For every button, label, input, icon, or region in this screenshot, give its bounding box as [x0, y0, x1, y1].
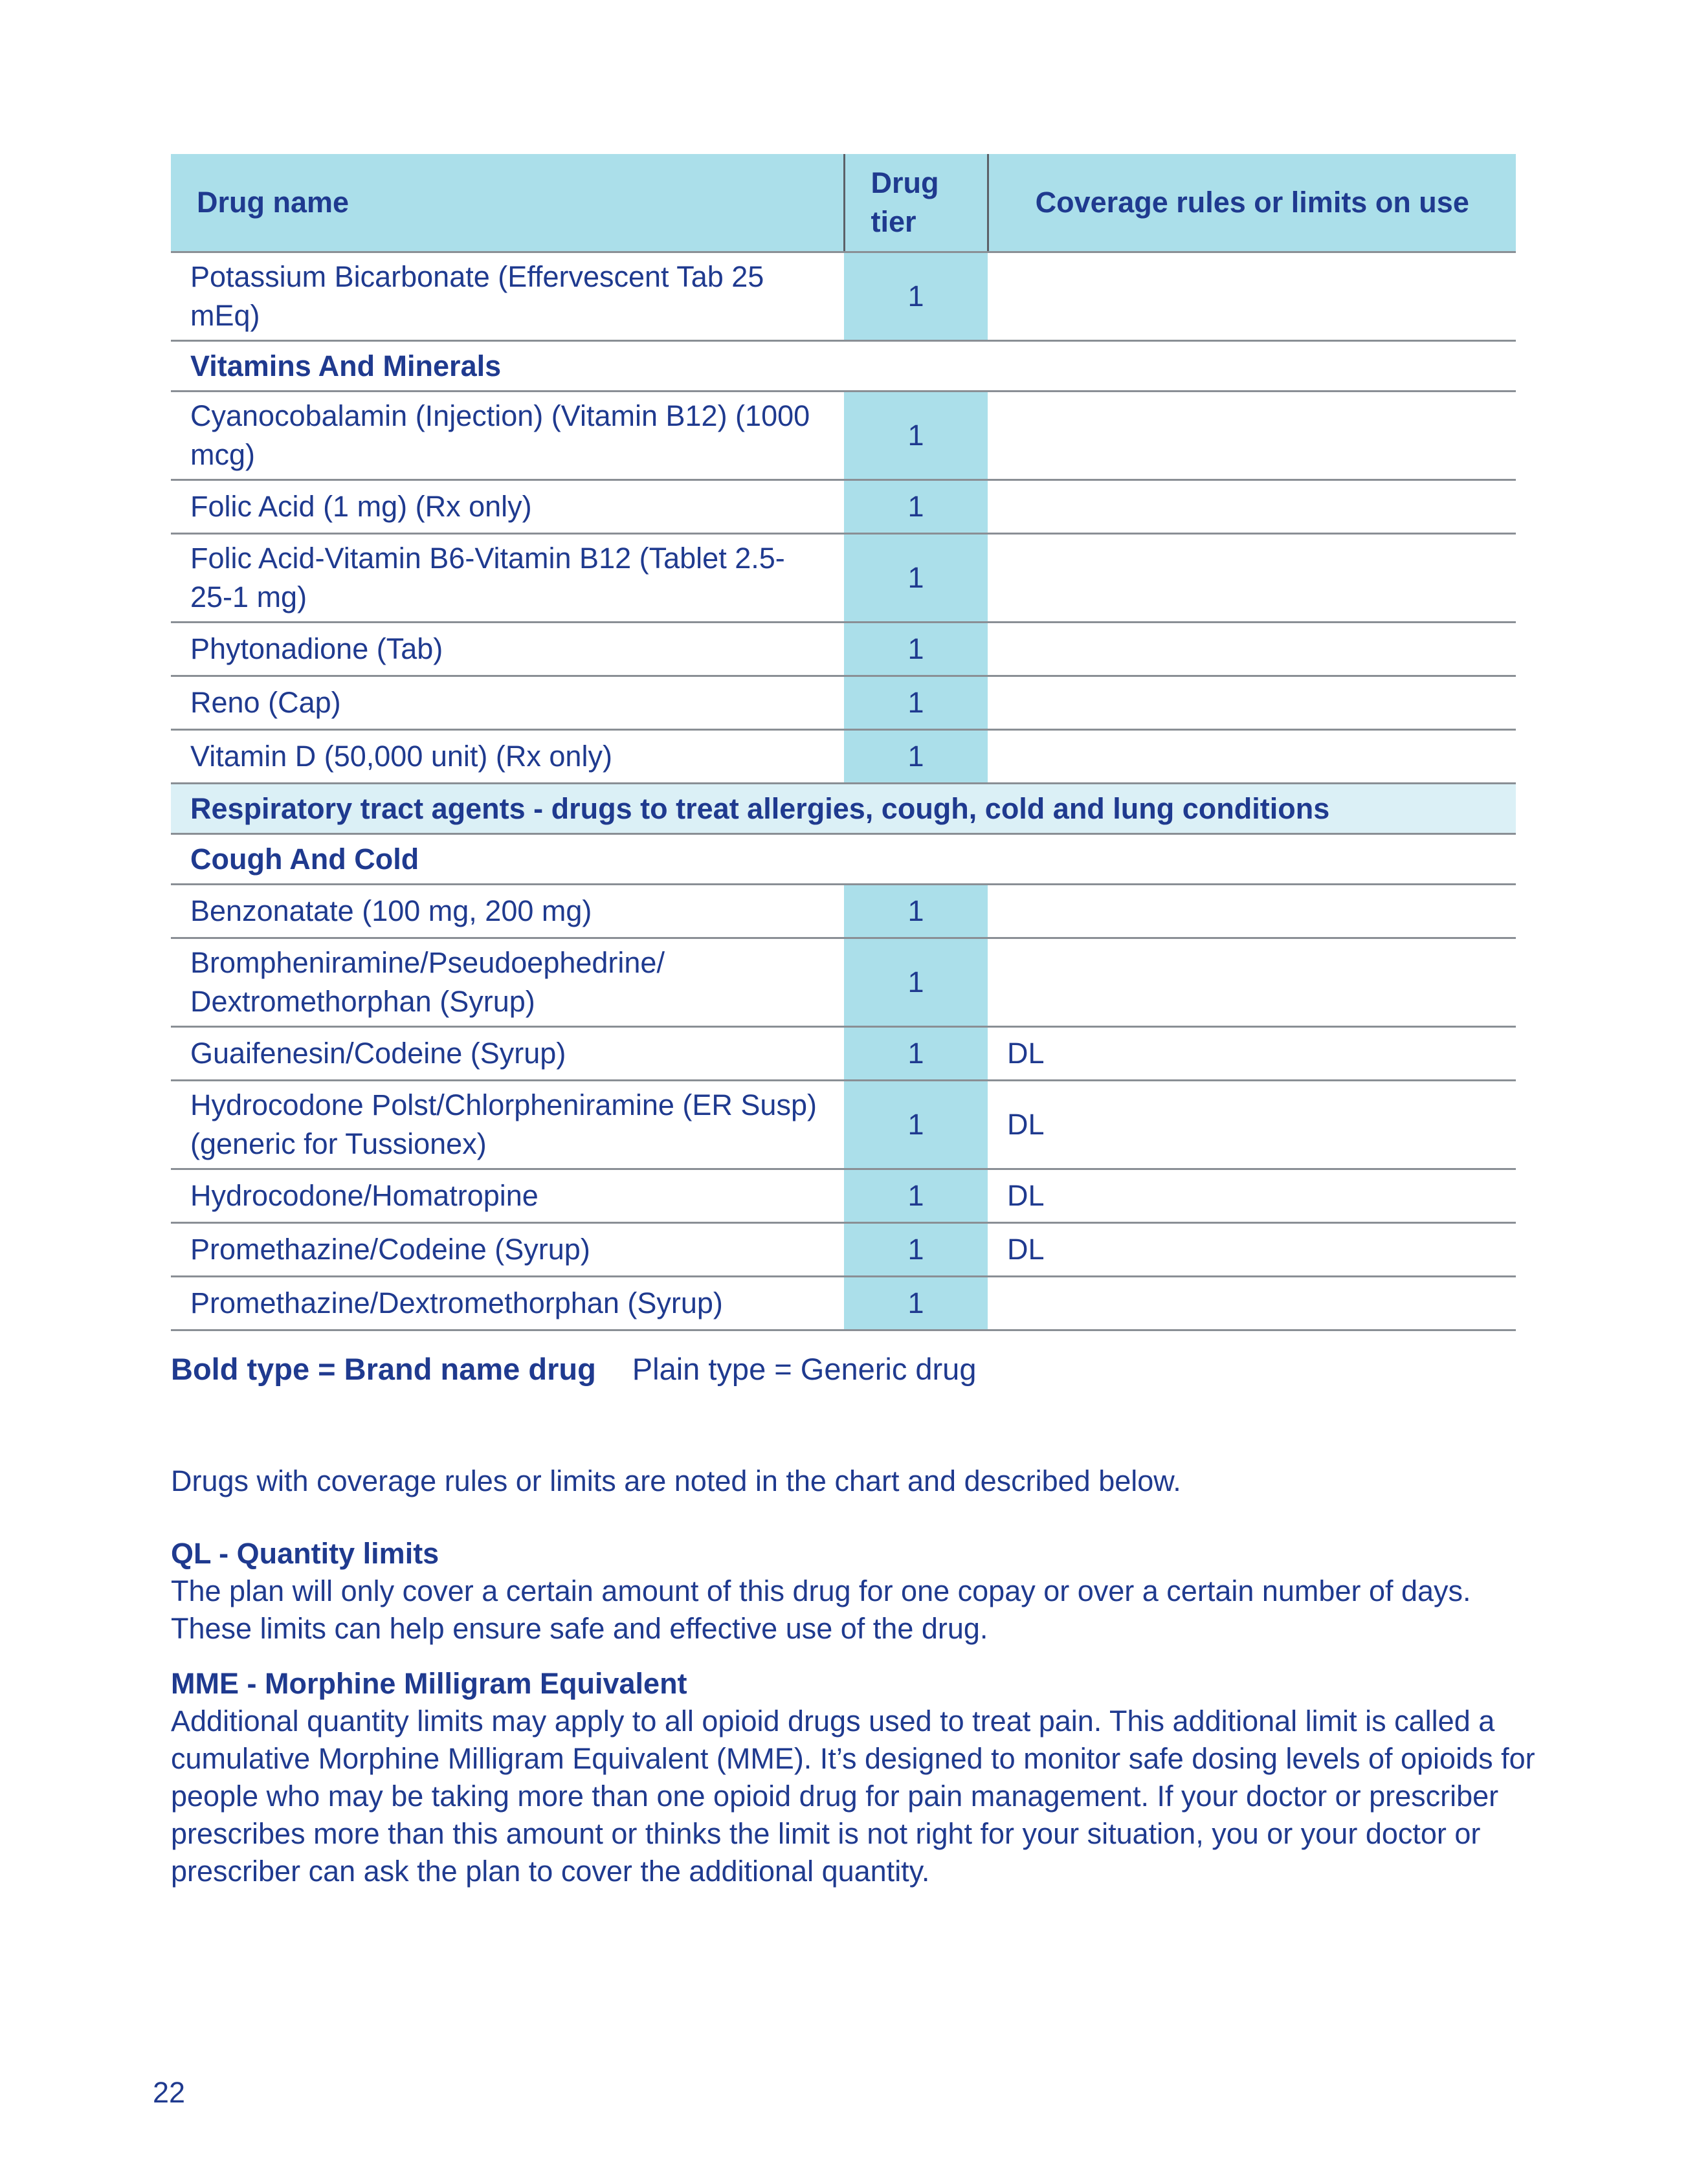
table-row — [171, 885, 1516, 938]
subcategory-row — [171, 834, 1516, 885]
drug-name: Brompheniramine/Pseudoephedrine/ Dextromethorphan (Syrup) — [171, 938, 844, 1027]
table-row — [171, 1081, 1516, 1169]
table-row — [171, 534, 1516, 623]
drug-name: Promethazine/Codeine (Syrup) — [171, 1223, 844, 1277]
legend-brand: Bold type = Brand name drug — [171, 1352, 596, 1386]
header-coverage-rules: Coverage rules or limits on use — [988, 154, 1516, 252]
coverage-rules — [988, 392, 1516, 480]
table-row — [171, 1169, 1516, 1223]
subcategory-row — [171, 341, 1516, 392]
drug-tier: 1 — [844, 676, 988, 730]
drug-name: Benzonatate (100 mg, 200 mg) — [171, 885, 844, 938]
drug-tier: 1 — [844, 1169, 988, 1223]
drug-tier: 1 — [844, 252, 988, 341]
drug-tier: 1 — [844, 938, 988, 1027]
table-row — [171, 1277, 1516, 1330]
subcategory-label: Vitamins And Minerals — [171, 341, 1516, 392]
coverage-rules: DL — [988, 1169, 1516, 1223]
notes-intro: Drugs with coverage rules or limits are noted in the chart and described below. — [171, 1464, 1181, 1497]
coverage-rules — [988, 1277, 1516, 1330]
coverage-rules — [988, 730, 1516, 784]
coverage-rules: DL — [988, 1223, 1516, 1277]
coverage-rules — [988, 534, 1516, 623]
page-number: 22 — [153, 2076, 186, 2109]
subcategory-label: Cough And Cold — [171, 834, 1516, 885]
coverage-rules — [988, 676, 1516, 730]
header-drug-tier: Drug tier — [844, 154, 988, 252]
coverage-rules — [988, 252, 1516, 341]
drug-tier: 1 — [844, 623, 988, 676]
drug-name: Folic Acid-Vitamin B6-Vitamin B12 (Tablet 2.5-25-1 mg) — [171, 534, 844, 623]
coverage-rules — [988, 938, 1516, 1027]
drug-name: Hydrocodone/Homatropine — [171, 1169, 844, 1223]
table-row — [171, 1223, 1516, 1277]
drug-name: Phytonadione (Tab) — [171, 623, 844, 676]
ql-title: QL - Quantity limits — [171, 1537, 439, 1570]
legend-generic: Plain type = Generic drug — [632, 1352, 977, 1386]
drug-tier: 1 — [844, 1277, 988, 1330]
drug-name: Potassium Bicarbonate (Effervescent Tab 25 mEq) — [171, 252, 844, 341]
category-label: Respiratory tract agents - drugs to treat allergies, cough, cold and lung conditions — [171, 784, 1516, 834]
drug-name: Folic Acid (1 mg) (Rx only) — [171, 480, 844, 534]
table-row — [171, 480, 1516, 534]
header-drug-name: Drug name — [171, 154, 844, 252]
coverage-rules: DL — [988, 1081, 1516, 1169]
coverage-rules — [988, 885, 1516, 938]
mme-title: MME - Morphine Milligram Equivalent — [171, 1667, 687, 1700]
category-row — [171, 784, 1516, 834]
ql-text: The plan will only cover a certain amount of this drug for one copay or over a certain number of days. These limits can help ensure safe and effective use of the drug. — [171, 1574, 1471, 1645]
drug-name: Guaifenesin/Codeine (Syrup) — [171, 1027, 844, 1081]
ql-section — [171, 1535, 1543, 1648]
type-legend — [171, 1350, 976, 1389]
drug-tier: 1 — [844, 392, 988, 480]
drug-tier: 1 — [844, 480, 988, 534]
coverage-rules — [988, 480, 1516, 534]
mme-text: Additional quantity limits may apply to all opioid drugs used to treat pain. This additional limit is called a cumulative Morphine Milligram Equivalent (MME). It’s designed to monitor safe dosing levels of opioids for people who may be taking more than one opioid drug for pain management. If your doctor or prescriber prescribes more than this amount or thinks the limit is not right for your situation, you or your doctor or prescriber can ask the plan to cover the additional quantity. — [171, 1704, 1535, 1888]
table-header — [171, 154, 1516, 252]
table-row — [171, 252, 1516, 341]
drug-tier: 1 — [844, 730, 988, 784]
drug-name: Hydrocodone Polst/Chlorpheniramine (ER Susp) (generic for Tussionex) — [171, 1081, 844, 1169]
table-row — [171, 676, 1516, 730]
drug-tier: 1 — [844, 1223, 988, 1277]
drug-tier: 1 — [844, 1081, 988, 1169]
drug-table — [171, 154, 1516, 1331]
drug-name: Reno (Cap) — [171, 676, 844, 730]
coverage-rules — [988, 623, 1516, 676]
table-row — [171, 392, 1516, 480]
table-row — [171, 623, 1516, 676]
coverage-rules: DL — [988, 1027, 1516, 1081]
drug-tier: 1 — [844, 1027, 988, 1081]
table-row — [171, 938, 1516, 1027]
mme-section — [171, 1665, 1543, 1890]
table-row — [171, 730, 1516, 784]
table-row — [171, 1027, 1516, 1081]
drug-name: Cyanocobalamin (Injection) (Vitamin B12) (1000 mcg) — [171, 392, 844, 480]
drug-name: Promethazine/Dextromethorphan (Syrup) — [171, 1277, 844, 1330]
drug-name: Vitamin D (50,000 unit) (Rx only) — [171, 730, 844, 784]
drug-tier: 1 — [844, 885, 988, 938]
drug-tier: 1 — [844, 534, 988, 623]
